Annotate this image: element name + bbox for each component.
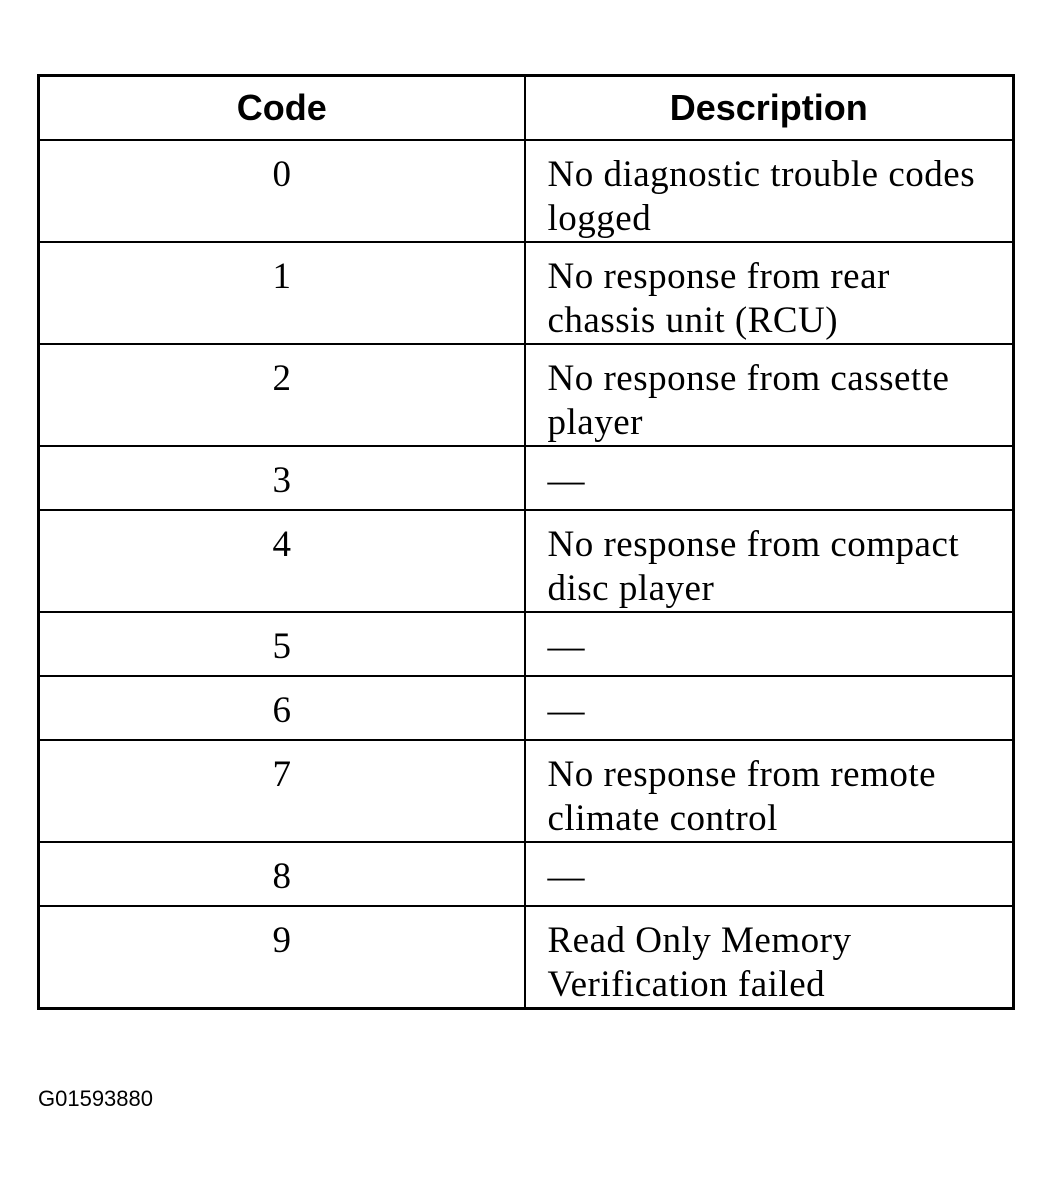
table-row [39,842,1014,906]
code-cell: 8 [39,842,525,906]
figure-id: G01593880 [38,1086,153,1111]
code-cell: 4 [39,510,525,612]
table-row [39,140,1014,242]
table-header-row [39,76,1014,141]
diagnostic-code-table [37,74,1015,1010]
code-cell: 2 [39,344,525,446]
code-cell: 0 [39,140,525,242]
code-cell: 9 [39,906,525,1009]
code-cell: 3 [39,446,525,510]
description-cell: No response from remote climate control [525,740,1014,842]
description-cell: — [525,612,1014,676]
description-cell: No diagnostic trouble codes logged [525,140,1014,242]
description-cell: — [525,446,1014,510]
code-cell: 1 [39,242,525,344]
code-cell: 7 [39,740,525,842]
description-cell: No response from rear chassis unit (RCU) [525,242,1014,344]
table-row [39,446,1014,510]
table-row [39,510,1014,612]
table-row [39,676,1014,740]
code-cell: 6 [39,676,525,740]
table-row [39,242,1014,344]
description-cell: — [525,676,1014,740]
description-cell: No response from compact disc player [525,510,1014,612]
code-column-header: Code [39,76,525,141]
table-row [39,344,1014,446]
table-row [39,740,1014,842]
code-cell: 5 [39,612,525,676]
description-cell: Read Only Memory Verification failed [525,906,1014,1009]
description-cell: No response from cassette player [525,344,1014,446]
description-cell: — [525,842,1014,906]
description-column-header: Description [525,76,1014,141]
table-row [39,906,1014,1009]
table-row [39,612,1014,676]
